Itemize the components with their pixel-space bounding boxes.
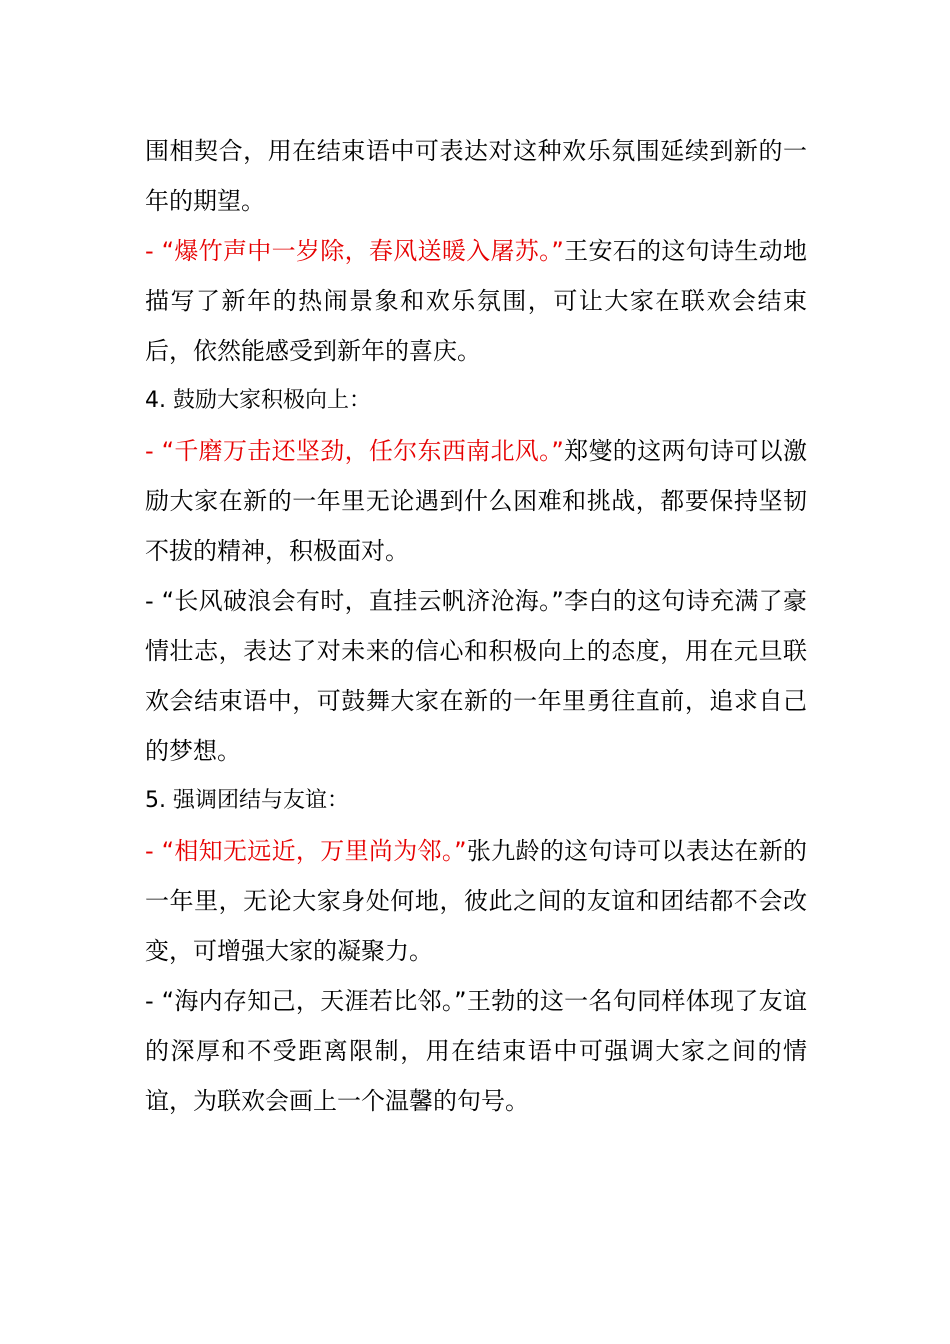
poem-explanation: 李白的这句诗充满了豪情壮志，表达了对未来的信心和积极向上的态度，用在元旦联欢会结束语中，可鼓舞大家在新的一年里勇往直前，追求自己的梦想。 bbox=[145, 587, 807, 765]
poem-explanation: 王安石的这句诗生动地描写了新年的热闹景象和欢乐氛围，可让大家在联欢会结束后，依然能感受到新年的喜庆。 bbox=[145, 237, 807, 365]
bullet-dash: - bbox=[145, 587, 162, 615]
poem-quote: “长风破浪会有时，直挂云帆济沧海。” bbox=[161, 587, 564, 615]
poem-item-zhang-jiuling bbox=[145, 826, 807, 976]
poem-quote: “千磨万击还坚劲，任尔东西南北风。” bbox=[161, 437, 564, 465]
poem-item-li-bai bbox=[145, 576, 807, 776]
section-heading-encourage: 4. 鼓励大家积极向上： bbox=[145, 388, 371, 413]
bullet-dash: - bbox=[145, 237, 162, 265]
poem-item-wang-anshi bbox=[145, 226, 807, 376]
poem-quote: “相知无远近，万里尚为邻。” bbox=[161, 837, 467, 865]
document-page bbox=[145, 126, 807, 1126]
bullet-dash: - bbox=[145, 437, 162, 465]
section-heading-unity: 5. 强调团结与友谊： bbox=[145, 788, 349, 813]
bullet-dash: - bbox=[145, 987, 162, 1015]
bullet-dash: - bbox=[145, 837, 162, 865]
poem-explanation: 王勃的这一名句同样体现了友谊的深厚和不受距离限制，用在结束语中可强调大家之间的情谊，为联欢会画上一个温馨的句号。 bbox=[145, 987, 807, 1115]
paragraph-text: 围相契合，用在结束语中可表达对这种欢乐氛围延续到新的一年的期望。 bbox=[145, 137, 807, 215]
poem-quote: “爆竹声中一岁除，春风送暖入屠苏。” bbox=[161, 237, 564, 265]
poem-explanation: 张九龄的这句诗可以表达在新的一年里，无论大家身处何地，彼此之间的友谊和团结都不会改变，可增强大家的凝聚力。 bbox=[145, 837, 807, 965]
poem-quote: “海内存知己，天涯若比邻。” bbox=[161, 987, 467, 1015]
poem-item-wang-bo bbox=[145, 976, 807, 1126]
poem-item-zheng-xie bbox=[145, 426, 807, 576]
poem-explanation: 郑燮的这两句诗可以激励大家在新的一年里无论遇到什么困难和挑战，都要保持坚韧不拔的精神，积极面对。 bbox=[145, 437, 807, 565]
paragraph-continuation bbox=[145, 126, 807, 226]
